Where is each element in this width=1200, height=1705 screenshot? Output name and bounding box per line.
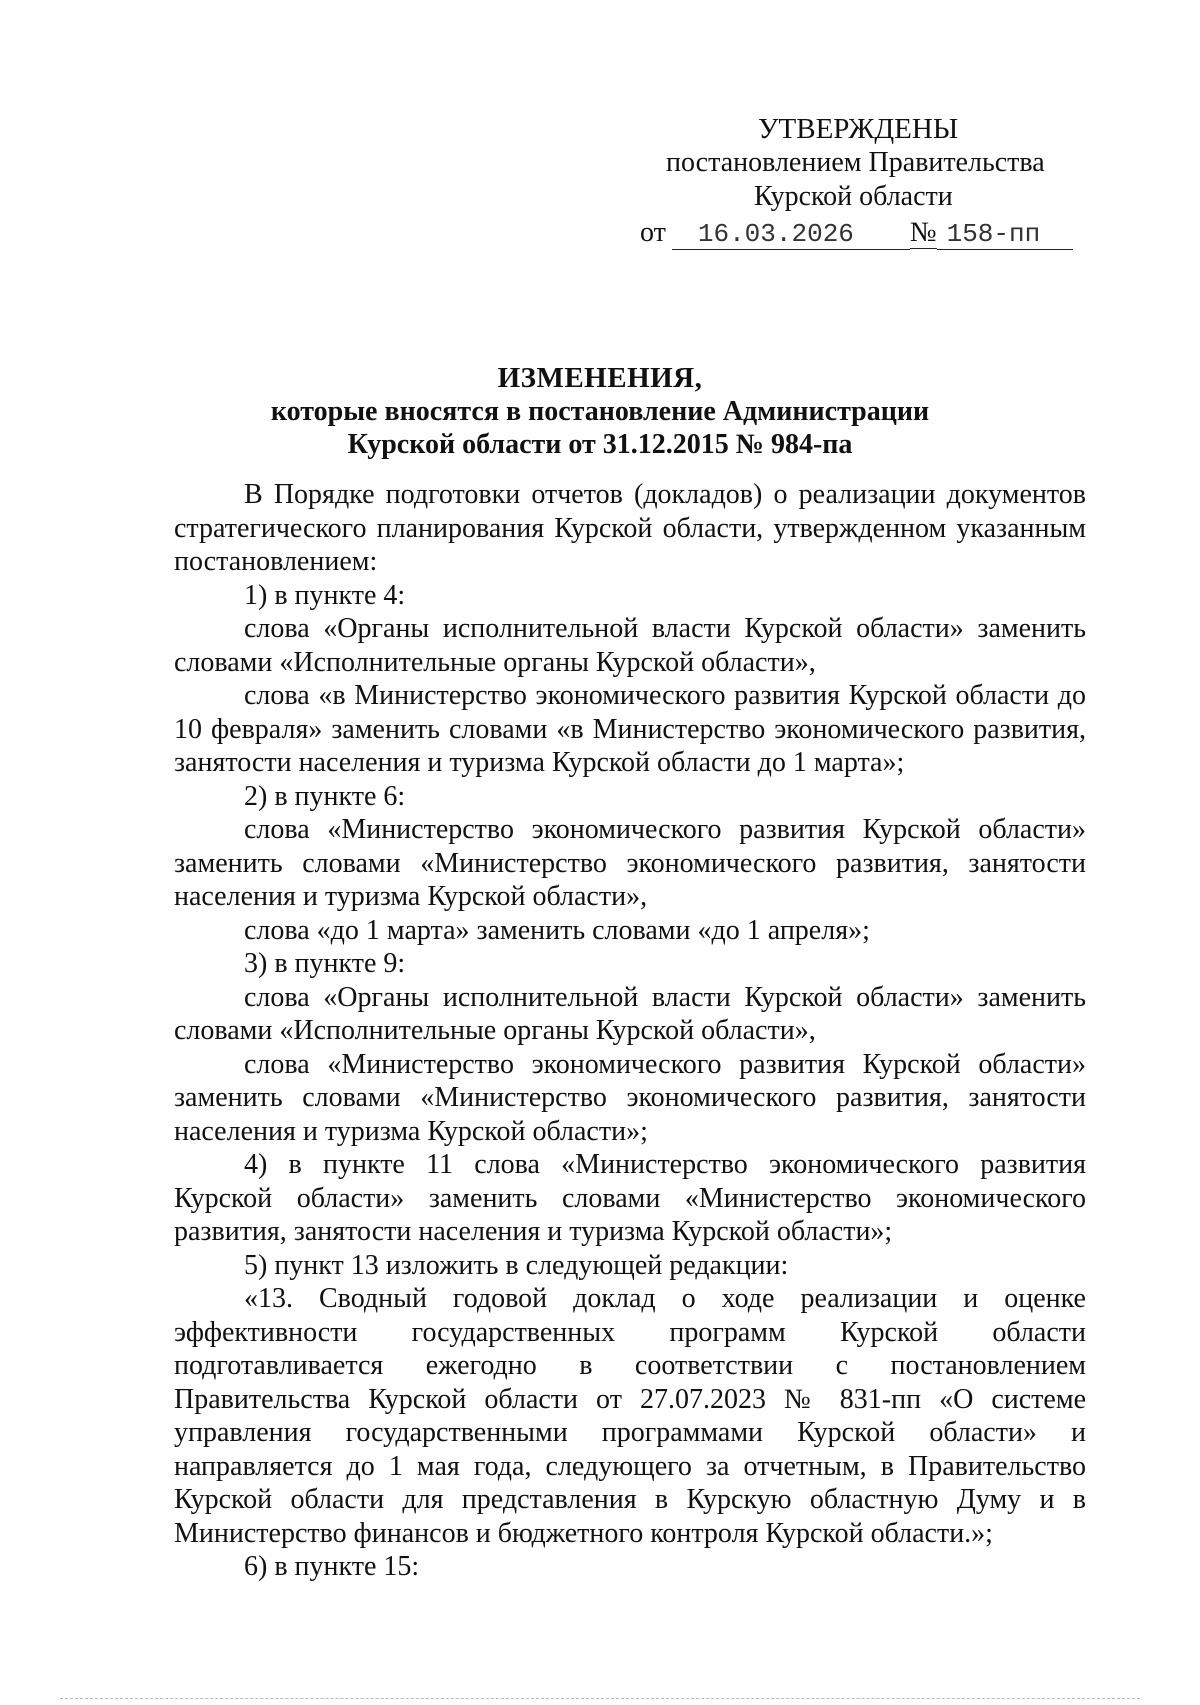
paragraph: слова «в Министерство экономического развития Курской области до 10 февраля» заменить словами «в Министерство экономического развития, занятости населения и туризма Курской области до 1 марта»; — [174, 680, 1086, 778]
number-label: № — [909, 217, 937, 248]
document-title — [0, 362, 1200, 461]
paragraph: слова «Министерство экономического развития Курской области» заменить словами «Министерство экономического развития, занятости населения и туризма Курской области», — [174, 814, 1086, 912]
paragraph: слова «до 1 марта» заменить словами «до 1 апреля»; — [244, 914, 870, 946]
title-line-1: ИЗМЕНЕНИЯ, — [497, 362, 703, 394]
paragraph: 5) пункт 13 изложить в следующей редакции: — [244, 1249, 789, 1281]
paragraph: слова «Органы исполнительной власти Курской области» заменить словами «Исполнительные органы Курской области», — [174, 981, 1086, 1046]
paragraph: 1) в пункте 4: — [244, 579, 406, 611]
paragraph: 2) в пункте 6: — [244, 780, 406, 812]
approval-date-number — [640, 216, 1100, 250]
approval-heading: УТВЕРЖДЕНЫ — [758, 113, 959, 145]
date-prefix: от — [640, 217, 666, 248]
document-body — [174, 478, 1086, 1584]
approval-authority: постановлением Правительства — [666, 147, 1045, 178]
paragraph: слова «Органы исполнительной власти Курской области» заменить словами «Исполнительные органы Курской области», — [174, 613, 1086, 678]
paragraph: 3) в пункте 9: — [244, 948, 406, 979]
paragraph: 4) в пункте 11 слова «Министерство экономического развития Курской области» заменить словами «Министерство экономического развития, занятости населения и туризма Курской области»; — [174, 1149, 1086, 1247]
title-line-2: которые вносятся в постановление Администрации — [270, 396, 930, 427]
paragraph: 6) в пункте 15: — [244, 1551, 420, 1582]
page-bottom-edge — [60, 1698, 1140, 1699]
approval-block — [640, 112, 1100, 250]
approval-region: Курской области — [754, 181, 953, 212]
paragraph: В Порядке подготовки отчетов (докладов) о реализации документов стратегического планирования Курской области, утвержденном указанным постановлением: — [174, 479, 1086, 577]
title-line-3: Курской области от 31.12.2015 № 984-па — [347, 429, 853, 460]
approval-date: 16.03.2026 — [672, 219, 910, 250]
paragraph: слова «Министерство экономического развития Курской области» заменить словами «Министерство экономического развития, занятости населения и туризма Курской области»; — [174, 1048, 1086, 1147]
approval-number: 158-пп — [937, 219, 1073, 250]
paragraph: «13. Сводный годовой доклад о ходе реализации и оценке эффективности государственных программ Курской области подготавливается ежегодно в соответствии с постановлением Правительства Курской области от 27.07.2023 № 831-пп «О системе управления государственными программами Курской области» и направляется до 1 мая года, следующего за отчетным, в Правительство Курской области для представления в Курскую областную Думу и в Министерство финансов и бюджетного контроля Курской области.»; — [174, 1283, 1086, 1549]
